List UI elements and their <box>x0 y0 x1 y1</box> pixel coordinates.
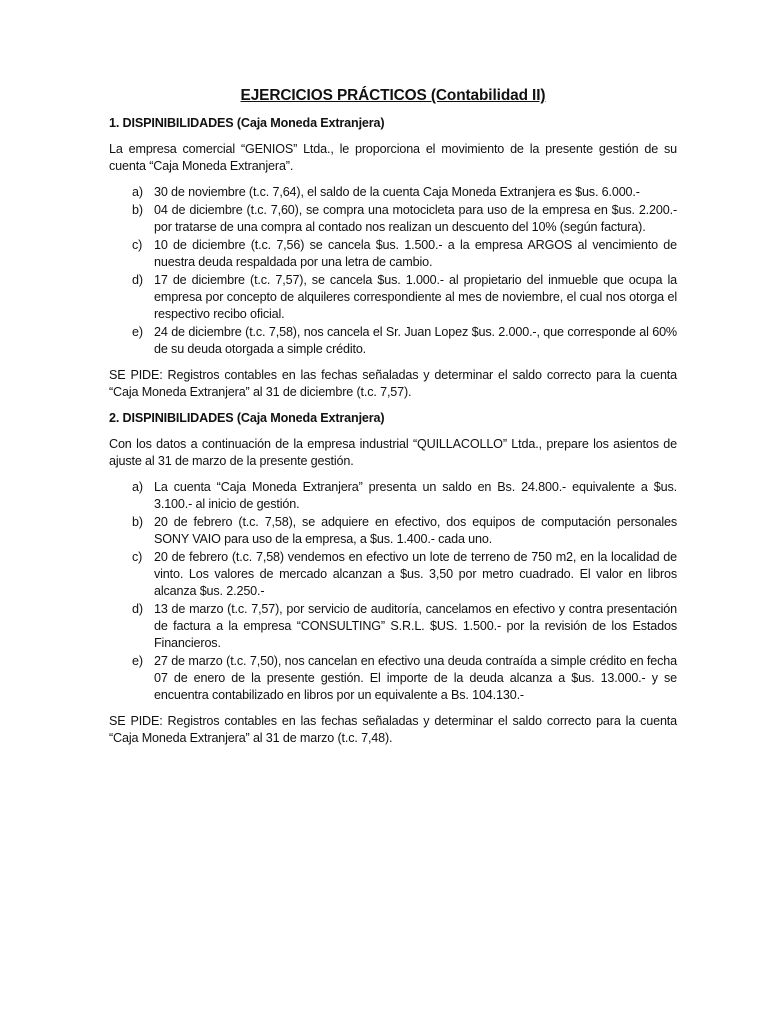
item-marker: b) <box>132 515 143 529</box>
section-request: SE PIDE: Registros contables en las fechas señaladas y determinar el saldo correcto para la cuenta “Caja Moneda Extranjera” al 31 de diciembre (t.c. 7,57). <box>109 368 677 399</box>
document-page <box>109 86 677 756</box>
item-marker: a) <box>132 480 143 494</box>
list-item <box>109 549 677 600</box>
section-heading: 1. DISPINIBILIDADES (Caja Moneda Extranjera) <box>109 116 385 130</box>
item-text: 20 de febrero (t.c. 7,58) vendemos en efectivo un lote de terreno de 750 m2, en la localidad de vinto. Los valores de mercado alcanzan a $us. 3,50 por metro cuadrado. El valor en libros alcanza $us. 2.250.- <box>154 550 677 598</box>
item-marker: b) <box>132 203 143 217</box>
item-marker: c) <box>132 238 143 252</box>
list-item <box>109 237 677 271</box>
item-text: 20 de febrero (t.c. 7,58), se adquiere en efectivo, dos equipos de computación personales SONY VAIO para uso de la empresa, a $us. 1.400.- cada uno. <box>154 515 677 546</box>
item-text: 10 de diciembre (t.c. 7,56) se cancela $us. 1.500.- a la empresa ARGOS al vencimiento de nuestra deuda respaldada por una letra de cambio. <box>154 238 677 269</box>
item-text: 27 de marzo (t.c. 7,50), nos cancelan en efectivo una deuda contraída a simple crédito en fecha 07 de enero de la presente gestión. El importe de la deuda alcanza a $us. 13.000.- y se encuentra contabilizado en libros por un equivalente a Bs. 104.130.- <box>154 654 677 702</box>
item-text: 30 de noviembre (t.c. 7,64), el saldo de la cuenta Caja Moneda Extranjera es $us. 6.000.- <box>154 185 640 199</box>
transaction-list <box>109 184 677 358</box>
item-text: 04 de diciembre (t.c. 7,60), se compra una motocicleta para uso de la empresa en $us. 2.200.- por tratarse de una compra al contado nos realizan un descuento del 10% (según factura). <box>154 203 677 234</box>
list-item <box>109 324 677 358</box>
item-marker: d) <box>132 602 143 616</box>
list-item <box>109 601 677 652</box>
exercise-section-2 <box>109 410 677 747</box>
list-item <box>109 272 677 323</box>
list-item <box>109 653 677 704</box>
section-request: SE PIDE: Registros contables en las fechas señaladas y determinar el saldo correcto para la cuenta “Caja Moneda Extranjera” al 31 de marzo (t.c. 7,48). <box>109 714 677 745</box>
item-marker: e) <box>132 654 143 668</box>
item-text: La cuenta “Caja Moneda Extranjera” presenta un saldo en Bs. 24.800.- equivalente a $us. 3.100.- al inicio de gestión. <box>154 480 677 511</box>
section-intro: Con los datos a continuación de la empresa industrial “QUILLACOLLO” Ltda., prepare los asientos de ajuste al 31 de marzo de la presente gestión. <box>109 437 677 468</box>
list-item <box>109 479 677 513</box>
item-marker: d) <box>132 273 143 287</box>
document-title: EJERCICIOS PRÁCTICOS (Contabilidad II) <box>240 87 546 104</box>
item-text: 13 de marzo (t.c. 7,57), por servicio de auditoría, cancelamos en efectivo y contra presentación de factura a la empresa “CONSULTING” S.R.L. $US. 1.500.- por la revisión de los Estados Financieros. <box>154 602 677 650</box>
list-item <box>109 202 677 236</box>
item-marker: a) <box>132 185 143 199</box>
transaction-list <box>109 479 677 704</box>
item-text: 17 de diciembre (t.c. 7,57), se cancela $us. 1.000.- al propietario del inmueble que ocupa la empresa por concepto de alquileres correspondiente al mes de noviembre, el cual nos otorga el respectivo recibo oficial. <box>154 273 677 321</box>
section-intro: La empresa comercial “GENIOS” Ltda., le proporciona el movimiento de la presente gestión de su cuenta “Caja Moneda Extranjera”. <box>109 142 677 173</box>
exercise-section-1 <box>109 115 677 401</box>
list-item <box>109 184 677 201</box>
item-text: 24 de diciembre (t.c. 7,58), nos cancela el Sr. Juan Lopez $us. 2.000.-, que corresponde al 60% de su deuda otorgada a simple crédito. <box>154 325 677 356</box>
item-marker: e) <box>132 325 143 339</box>
list-item <box>109 514 677 548</box>
item-marker: c) <box>132 550 143 564</box>
section-heading: 2. DISPINIBILIDADES (Caja Moneda Extranjera) <box>109 411 385 425</box>
